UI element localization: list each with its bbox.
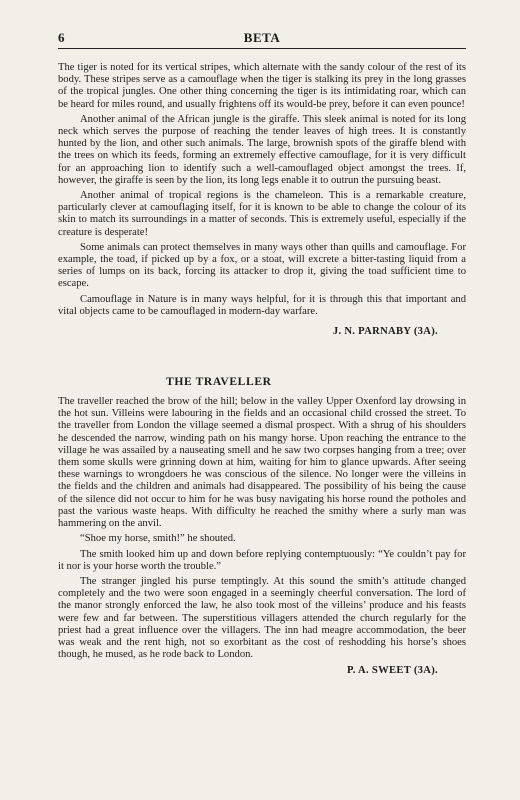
paragraph: The smith looked him up and down before replying contemptuously: “Ye couldn’t pay for it nor is your horse worth the trouble.” bbox=[58, 548, 466, 572]
article-the-traveller bbox=[58, 375, 466, 676]
paragraph: Another animal of the African jungle is the giraffe. This sleek animal is noted for its long neck which serves the purpose of reaching the tender leaves of high trees. It is constantly hunted by the lion, and other such animals. The large, brownish spots of the giraffe blend with the trees on which its feeds, forming an extremely effective camouflage, for it is very difficult for an approaching lion to identify such a well-camouflaged object amongst the trees. If, however, the giraffe is seen by the lion, its long legs enable it to outrun the pursuing beast. bbox=[58, 113, 466, 186]
article-camouflage bbox=[58, 62, 466, 337]
paragraph: The stranger jingled his purse temptingly. At this sound the smith’s attitude changed completely and the two were soon engaged in a seemingly cheerful conversation. The lord of the manor strongly enforced the law, he also took most of the villeins’ produce and his feasts were few and far between. The superstitious villagers attended the church regularly for the priest had a great influence over the villagers. The inn had meagre accommodation, the beer was weak and the rent high, not so exorbitant as the cost of reshodding his horse’s shoes though, he mused, as he rode back to London. bbox=[58, 575, 466, 661]
article-title: THE TRAVELLER bbox=[166, 375, 272, 389]
author-byline: J. N. PARNABY (3A). bbox=[332, 326, 438, 338]
paragraph: Another animal of tropical regions is the chameleon. This is a remarkable creature, particularly clever at camouflaging itself, for it is known to be able to change the colour of its skin to match its surroundings in a matter of seconds. This is extremely useful, especially if the creature is desperate! bbox=[58, 190, 466, 238]
running-header bbox=[58, 30, 466, 49]
author-byline: P. A. SWEET (3A). bbox=[346, 665, 438, 677]
paragraph: Camouflage in Nature is in many ways helpful, for it is through this that important and vital objects came to be camouflaged in modern-day warfare. bbox=[58, 293, 466, 317]
paragraph: The traveller reached the brow of the hill; below in the valley Upper Oxenford lay drowsing in the hot sun. Villeins were labouring in the fields and an occasional child crossed the street. To the traveller from London the village seemed a dismal prospect. With a shrug of his shoulders he descended the narrow, winding path on his mangy horse. Upon reaching the entrance to the village he was assailed by a nauseating smell and he saw two corpses hanging from a tree; over them some skulls were grinning down at him, waiting for him to glance upwards. After seeing these warnings to wrongdoers he was conscious of the silence. No longer were the villeins in the fields and the children and animals had disappeared. The possibility of his being the cause of the silence did not occur to him for he was busy navigating his horse round the potholes and past the various waste heaps. With difficulty he reached the smithy where a surly man was hammering on the anvil. bbox=[58, 396, 466, 530]
page-content bbox=[58, 62, 466, 676]
running-title: BETA bbox=[243, 30, 281, 45]
paragraph: “Shoe my horse, smith!” he shouted. bbox=[80, 533, 236, 545]
paragraph: Some animals can protect themselves in many ways other than quills and camouflage. For example, the toad, if picked up by a fox, or a stoat, will excrete a bitter-tasting liquid from a series of lumps on its back, forcing its attacker to drop it, giving the toad sufficient time to escape. bbox=[58, 241, 466, 290]
paragraph: The tiger is noted for its vertical stripes, which alternate with the sandy colour of the rest of its body. These stripes serve as a camouflage when the tiger is stalking its prey in the long grasses of the tropical jungles. One other thing concerning the tiger is its intimidating roar, which can be heard for miles round, and usually frightens off its would-be prey, before it can even pounce! bbox=[58, 62, 466, 110]
page-number: 6 bbox=[58, 30, 65, 45]
